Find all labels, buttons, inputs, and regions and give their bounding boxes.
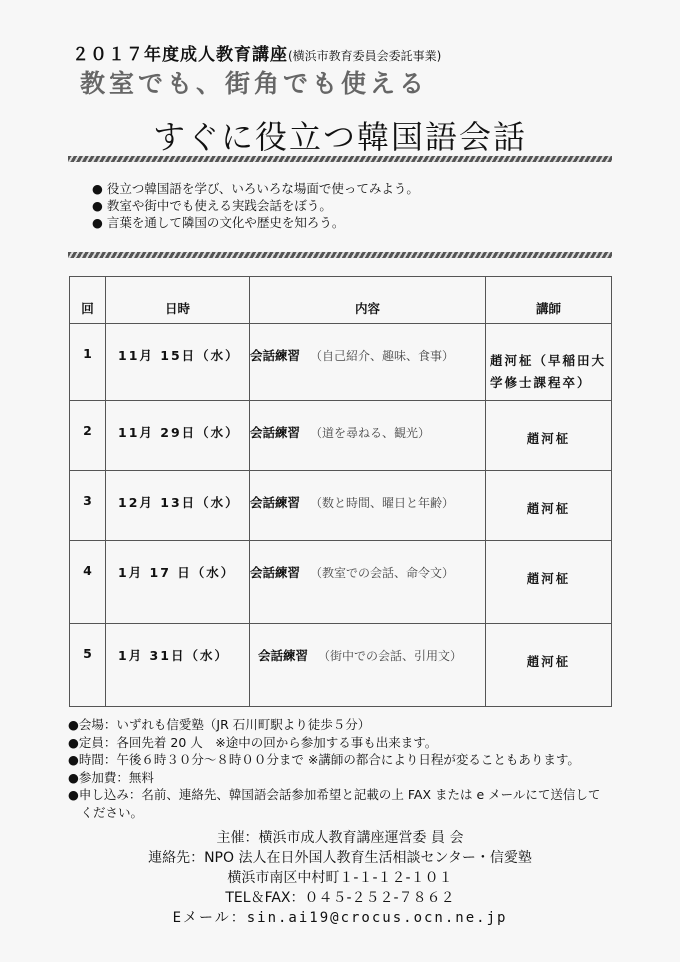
info-application-cont: ください。 bbox=[68, 804, 144, 820]
contact-org: 連絡先：NPO 法人在日外国人教育生活相談センター・信愛塾 bbox=[148, 850, 532, 866]
session-topic: 会話練習 bbox=[250, 425, 301, 440]
sponsor-note: (横浜市教育委員会委託事業) bbox=[288, 49, 442, 63]
header-session: 回 bbox=[70, 277, 106, 324]
page-title: すぐに役立つ韓国語会話 bbox=[152, 118, 527, 156]
course-year-heading bbox=[72, 40, 441, 65]
session-number: 1 bbox=[70, 324, 106, 401]
table-header-row bbox=[70, 277, 612, 324]
teacher-name: 趙河柾（早稲田大学修士課程卒） bbox=[490, 353, 607, 390]
header-date: 日時 bbox=[106, 277, 250, 324]
session-detail: （数と時間、曜日と年齢） bbox=[310, 496, 455, 510]
session-date: 1月 31日（水） bbox=[118, 648, 229, 663]
session-number: 5 bbox=[70, 624, 106, 707]
table-row bbox=[70, 624, 612, 707]
goals-list bbox=[92, 180, 419, 231]
goal-item: ● 役立つ韓国語を学び、いろいろな場面で使ってみよう。 bbox=[92, 181, 419, 196]
session-detail: （自己紹介、趣味、食事） bbox=[310, 349, 455, 363]
info-fee: ●参加費：無料 bbox=[68, 769, 154, 785]
teacher-name: 趙河柾 bbox=[526, 431, 571, 446]
teacher-name: 趙河柾 bbox=[526, 571, 571, 586]
session-date: 11月 15日（水） bbox=[118, 348, 240, 363]
session-number: 2 bbox=[70, 401, 106, 471]
organizer: 主催：横浜市成人教育講座運営委 員 会 bbox=[216, 830, 464, 846]
divider-stripe bbox=[68, 156, 612, 162]
goal-item: ● 言葉を通して隣国の文化や歴史を知ろう。 bbox=[92, 215, 345, 230]
session-detail: （街中での会話、引用文） bbox=[318, 649, 463, 663]
course-year: ２０１７年度成人教育講座 bbox=[72, 45, 288, 65]
session-topic: 会話練習 bbox=[250, 565, 301, 580]
tagline: 教室でも、街角でも使える bbox=[80, 69, 429, 98]
session-date: 1月 17 日（水） bbox=[118, 565, 236, 580]
teacher-name: 趙河柾 bbox=[526, 654, 571, 669]
info-venue: ●会場：いずれも信愛塾（JR 石川町駅より徒歩５分） bbox=[68, 717, 371, 732]
session-detail: （道を尋ねる、観光） bbox=[310, 426, 431, 440]
schedule-table bbox=[69, 276, 612, 707]
tel-fax: TEL＆FAX：０４５-２５２-７８６２ bbox=[225, 890, 455, 906]
table-row bbox=[70, 324, 612, 401]
session-topic: 会話練習 bbox=[250, 348, 301, 363]
info-time: ●時間：午後６時３０分～８時００分まで ※講師の都合により日程が変ることもあります。 bbox=[68, 752, 580, 767]
session-date: 11月 29日（水） bbox=[118, 425, 240, 440]
event-info bbox=[68, 716, 600, 821]
address: 横浜市南区中村町１-１-１２-１０１ bbox=[227, 870, 453, 886]
info-application: ●申し込み：名前、連絡先、韓国語会話参加希望と記載の上 FAX または e メールにて送信して bbox=[68, 787, 601, 802]
session-topic: 会話練習 bbox=[258, 648, 309, 663]
header-content: 内容 bbox=[250, 277, 486, 324]
header-teacher: 講師 bbox=[486, 277, 612, 324]
teacher-name: 趙河柾 bbox=[526, 501, 571, 516]
email: Eメール：sin.ai19@crocus.ocn.ne.jp bbox=[172, 910, 508, 926]
table-row bbox=[70, 541, 612, 624]
session-detail: （教室での会話、命令文） bbox=[310, 566, 455, 580]
divider-stripe bbox=[68, 252, 612, 258]
session-topic: 会話練習 bbox=[250, 495, 301, 510]
goal-item: ● 教室や街中でも使える実践会話をぼう。 bbox=[92, 198, 332, 213]
info-capacity: ●定員：各回先着 20 人 ※途中の回から参加する事も出来ます。 bbox=[68, 734, 438, 750]
session-number: 4 bbox=[70, 541, 106, 624]
table-row bbox=[70, 471, 612, 541]
contact-footer bbox=[0, 828, 680, 928]
session-number: 3 bbox=[70, 471, 106, 541]
session-date: 12月 13日（水） bbox=[118, 495, 240, 510]
table-row bbox=[70, 401, 612, 471]
